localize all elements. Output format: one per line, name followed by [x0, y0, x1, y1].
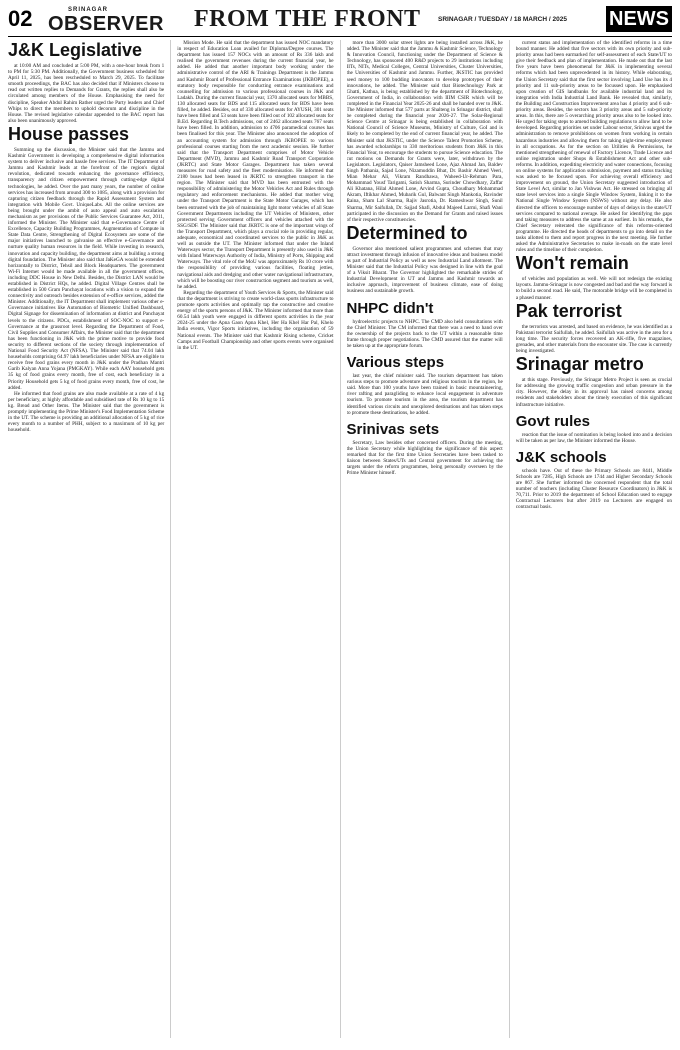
article-text: last year, the chief minister said. The tourism department has taken various steps to promote adventure and religious tourism in the region, he said. More than 100 youths have been trained in basic mountaineering, river rafting and paragliding to enhance local engagement in adventure tourism. To promote tourism in the area, the tourism department has identified various circuits and unexplored destinations and has taken steps to promote these destinations, he added.	[346, 373, 503, 416]
column-1	[8, 40, 171, 1038]
section-tag: NEWS	[606, 6, 672, 32]
headline-determined-to: Determined to	[346, 222, 468, 243]
headline-jk-schools: J&K schools	[515, 448, 607, 466]
brand-big: OBSERVER	[48, 13, 164, 35]
brand-small: SRINAGAR	[68, 7, 109, 13]
article-text: at 10:00 AM and concluded at 5:00 PM, with a one-hour break from 1 to PM for 5:30 PM. Additionally, the Government business scheduled for April 11, 2025, has been rescheduled to March 29, 2025. To facilitate smooth proceedings, the BAC has also decided that if Ministers choose to read out written replies to Demands for Grants, the replies shall also be circulated among members of the House. Emphasising the need for discipline, Speaker Abdul Rahim Rather urged the Party leaders and Chief Whips to direct the members to uphold decorum and discipline in the House. The revised legislative calendar appended to the BAC report has also been unanimously approved.	[8, 63, 165, 124]
article-text: reaction that the issue of nomination is being looked into and a decision will be taken as per law, the Minister informed the House.	[515, 431, 672, 444]
headline-jk-legislative: J&K Legislative	[8, 40, 143, 60]
article-text: He informed that food grains are also made available at a rate of 4 kg per beneficiary, at highly affordable and subsidised rate of Rs 10 kg to 15 kg. Bread and Other Items. The Minister said that the government is promptly implementing the Prime Minister's Food Implementation Scheme in the UT. The scheme is providing an additional allocation of 5 kg of rice every month to a number of PHH, subject to a maximum of 10 kg per household.	[8, 390, 165, 434]
headline-wont-remain: Won't remain	[515, 253, 629, 274]
headline-house-passes: House passes	[8, 123, 130, 144]
article-text: at this stage. Previously, the Srinagar Metro Project is seen as crucial for addressing the growing traffic congestion and urban pressure in the city. However, the delay in its approval has raised concerns among residents and stakeholders about the timely execution of this significant infrastructure initiative.	[515, 377, 672, 408]
article-text: Summing up the discussion, the Minister said that the Jammu and Kashmir Government is developing a comprehensive digital information system to deliver inclusive and hassle free services. The IT Department of Jammu and Kashmir leads at the forefront of the region's digital revolution, dedicated towards enhancing the governance efficiency, transparency and citizen empowerment through cutting-edge digital technologies, he added. Over the past many years, the number of online services has increased from around 300 to 1085, along with a provision for capturing citizen feedback through the Rapid Assessment System and integration with Mobile Govt. UniqueLabs. All the online services are being brought under the ambit of auto appeal and auto escalation mechanism as per provisions of the Public Services Guarantee Act, 2011, informed the Minister. The Minister said that e-Governance Centre of Excellence, Capacity Building Programmes, Augmentation of Compute in State Data Centre, Strengthening of Digital Ecosystem are some of the major initiatives launched to galvanise an effective e-Governance and nurture quality human resources in the field. While investing in research, innovation and capacity building, the department aims at building a strong digital foundation. The Minister also said that JaKeGA would be extended horizontally to District, Tehsil and Block Headquarters. The government Wi-Fi Internet would be made available in all the government offices, including DDC House in New Delhi. Besides, the District LAN would be established in District HQs, he added. Digital Village Centres shall be established in 500 Gram Panchayat locations with a vision to expand the connectivity and outreach besides extension of e-office services, added the Minister. Additionally, the IT Department shall implement various other e-Governance initiatives like Automation of Biometric Unified Dashboard, Digital Signage for dissemination of information at district and Panchayat levels to the citizens. PDCs, establishment of SOC-NOC to support e-Governance at the grassroot level. Regarding the Department of Food, Civil Supplies and Consumer Affairs, the Minister said that the department has been functioning in J&K with the prime motive to provide food security to different sections of the society through implementation of National Food Security Act (NFSA). The Minister said that 74.04 lakh households comprising 64.97 lakh beneficiaries under NFSA are eligible to receive free food grains every month in J&K under the Pradhan Mantri Garib Kalyan Anna Yojana (PMGKAY). While each AAY household gets 35 kg of food grains every month, free of cost, each beneficiary in a Priority Household gets 5 kg of food grains every month, free of cost, he added.	[8, 146, 165, 391]
column-3	[347, 40, 510, 1038]
masthead	[8, 6, 672, 37]
article-text: Regarding the department of Youth Services & Sports, the Minister said that the department is striving to create world-class sports infrastructure to promote sports activities and optimally tap the constructive and creative energy of the sports persons of J&K. The Minister informed that more than 60.54 lakh youth were engaged in different sports activities in the year 2024-25 under the Apna Gaon Apna Khel, Her Ha Khel Har Pal, Khelo India events, Vigor Sports initiatives, including the organisation of 59 National events. The Minister said that Kashmir Rising scheme, Cricket Camps and Football Championship and other sports events were organised in the UT.	[177, 289, 334, 351]
headline-various-steps: Various steps	[346, 354, 445, 372]
newspaper-logo	[48, 7, 164, 35]
column-2	[177, 40, 340, 1038]
dateline: SRINAGAR / TUESDAY / 18 MARCH / 2025	[438, 16, 567, 23]
page-number: 02	[8, 6, 33, 31]
article-text: Governor also mentioned salient programmes and schemes that may attract investment through infusion of innovative ideas and business model as part of Industrial Policy as well as new Industrial Land allotment. The Minister said that the Industrial Policy was designed in line with the goal of a Viksit Bharat. The Governor highlighted the remarkable strides of Industrial Development in UT and Jammu and Kashmir towards an inclusive approach, improvement of business climate, ease of doing business and sustainable growth.	[346, 245, 503, 295]
headline-srinivas-sets: Srinivas sets	[346, 420, 440, 438]
headline-srinagar-metro: Srinagar metro	[515, 354, 644, 375]
article-text: of vehicles and population as well. We will not redesign the existing layouts. Jammu-Srinagar is now congested and bad and the way forward is to build a second road. He said, The motorable bridge will be completed in a phased manner.	[515, 276, 672, 301]
article-text: schools have. Out of these the Primary Schools are 8441, Middle Schools are 7285, High Schools are 1744 and Higher Secondary Schools are 867. She further informed the concerned respondent that the total number of teachers (including Cluster Resource Coordinators) in J&K is 70,711. Prior to 2019 the department of School Education used to engage Contractual Lecturers but after 2019 no Lecturers are engaged on contractual basis.	[515, 467, 672, 511]
article-text: current status and implementation of the identified reforms in a time bound manner. He added that five sectors with its own priority and sub-priority areas had been earmarked for self-assessment of each State/UT to give their feedback and plan of implementation. He made out that the last five years have been phenomenal for J&K in implementing several reforms which had been unprecedented in its history. While elaborating, the Union Secretary said that the first sector involving Land Use has its 4 priority and 11 sub-priority areas to be focussed upon. He emphasised upon creation of GIS landbanks for available industrial land and its integration with India Industrial Land Bank. He revealed that, similarly, the Building and Construction Improvement area has 4 priority and 6 sub-priority areas. Besides, the sectors has 3 priority areas and 5 sub-priority areas. In this, there are 5 overarching priority areas also to be looked into. He urged for taking steps to amend building regulations to allow land to be developed. Regarding priorities set under Labour sector, Srinivas urged the administration to remove prohibitions on women from working in certain hazardous industries and allowing them for taking night-time employment in all occupations. As for the section on Utilities & Permissions, he mentioned strengthening of renewal of Factory Licence, Trade Licence and online registration under Shops & Establishment Act and other sub-reforms. In addition, expediting electricity and water connections, focusing on online systems for application submission, payment and status tracking was asked to be focused upon. For achieving overall efficiency and improvement on ground, the Union Secretary suggested introduction of State Level Act, similar to Jan Vishwas Act. He stressed on bringing all state level services into a single Single Window System, linking it to the National Single Window System (NSWS) without any delay. He also directed the officers to encourage number of days of delays in the state/UT services compared to national average. He asked for identifying the gaps and taking measures to address the same at an earliest. In his remarks, the Chief Secretary reiterated the significance of this reforms-oriented programme. He directed the heads of departments to go into detail on the tasks allotted to them and report progress in the next meeting. He further asked the Administrative Secretaries to make in-roads on the state level rules and the timeline of their completion.	[515, 40, 672, 254]
headline-govt-rules: Govt rules	[515, 412, 590, 430]
column-4	[516, 40, 672, 1038]
article-text: hydroelectric projects to NHPC. The CMD also held consultations with the Chief Minister. The CM informed that there was a need to hand over the ownership of the projects back to the UT within a reasonable time frame through proper negotiations. The CMD assured that the matter will be taken up at the appropriate forum.	[346, 318, 503, 349]
article-text: Mission Mode. He said that the department has issued NOC mandatory in respect of Education Loan availed for Diploma/Degree courses. The department has issued 157 NOCs with an amount of Rs 336 lakh and realised the government revenues during the current financial year, he added. He added that another important body working under the administrative control of the ARI & Trainings Department is the Jammu and Kashmir Board of Professional Entrance Examinations (JKBOPEE), a statutory body responsible for conducting entrance examinations and counselling for admission to various professional courses in J&K and Ladakh. During the current financial year, 1370 allocated seats for MBBS, 130 allocated seats for BDS and 115 allocated seats for BDS have been filled, he added. Besides, out of 330 allocated seats for AYUSH, 301 seats have been filled and 53 seats have been filled out of 102 allocated seats for B.Ed. Regarding B.Tech admissions, out of 2462 allocated seats 767 seats have been filled. In addition, admission to 4706 paramedical courses has been finalised for this year. The Minister also announced the adoption of an accounting system for admission through JKBOPEE to various professional courses starting from the next academic session. He further said that the Transport Department comprises of Motor Vehicle Department (MVD), Jammu and Kashmir Road Transport Corporation (JKRTC) and State Motor Garages. Department has taken several measures for road safety and the fleet modernisation. He informed that 2180 buses had been leased in JKRTC to strengthen transport in the region. The Minister said that MVD has been entrusted with the responsibility of administering the Motor Vehicles Act and Rules through regulatory and enforcement mechanisms. He added that mother wing under the Transport Department is the State Motor Garages, which has been entrusted with the job of maintaining light motor vehicles of all State Government Departments including the UT Vehicles of Ministers, other protected serving Government officers and vehicles attached with the SSG/SDF. The Minister said that JKRTC is one of the important wings of the Transport Department, which plays a crucial role in providing regular, adequate, economical and coordinated services to the public in J&K as well as outside the UT. The Minister informed that under the Inland Waterways sector, the Transport Department is presently also used in J&K with Inland Waterways Authority of India, Ministry of Ports, Shipping and Waterways. The vital role of the MoU was approximately Rs 10 crore with the responsibility of providing various facilities, floating jetties, navigational aids and dredging and other water navigational infrastructure, which will be boosting our river construction segment and tourism as well, he added.	[177, 40, 334, 290]
article-columns	[8, 40, 672, 1038]
headline-pak-terrorist: Pak terrorist	[515, 300, 622, 321]
article-text: Secretary, Law besides other concerned officers. During the meeting, the Union Secretary while highlighting the significance of this aspect remarked that for the first time Union Secretaries have been tasked to liaison between States/UTs and Central government for achieving the targets under the reform programmes, being personally overseen by the Prime Minister himself.	[346, 439, 503, 477]
article-text: more than 3000 solar street lights are being installed across J&K, he added. The Minister said that the Jammu & Kashmir Science, Technology & Innovation Council, functioning under the Department of Science & Technology, has sponsored 400 R&D projects to 29 institutions including IITs, NITs, Medical Colleges, Central Universities, Cluster Universities, the Universities of Kashmir and Jammu. Further, JKSTIC has provided seed money to 100 budding innovators to develop prototypes of their innovations, he added. The Minister said that Biotechnology Park at Ghatti, Kathua, is being established by the department of Biotechnology, Government of India, in collaboration with IIIM CSIR which will be completed in the Financial Year 2025-26 and shall be handed over to J&K. The Minister informed that 577 parts at Shalteng in Srinagar district, shall be completed during the financial year 2026-27. The Solar-Regional Science Centre at Srinagar is being established in collaboration with National Council of Science Museums, Ministry of Culture, GoI and is likely to be completed by the end of current financial year, he added. The Minister said that JKSTIC, under the Science Talent Promotion Scheme, has awarded scholarships to 330 meritorious students from J&K in this Financial Year, to encourage the students to pursue Science education. The cut motions on Demands for Grants were, later, withdrawn by the Legislators. Legislators, Qaiser Jamsheed Lone, Ajaz Ahmad Jan, Baldev Singh Pathania, Sajad Lone, Nizamuddin Bhat, Dr. Bashir Ahmed Veeri, Mian Mehar Ali, Vikram Randhawa, Waheed-Ur-Rehman Para, Mohammad Yousf Tarigami, Satish Sharma, Surinder Chowdhary, Zaffar Ali Khatana, Hilal Ahmed Lone, Arvind Gupta, Choudhary Mohammad Akram, Iftikhar Ahmed, Mubarik Gul, Balwant Singh Mankotia, Ravinder Raina, Sham Lal Sharma, Rajiv Jasrotia, Dr. Rameshwar Singh, Sunil Sharma, Mir Saifullah, Dr. Sajjad Shafi, Abdul Majeed Larmi, Shafi Wani participated in the discussion on the Demand for Grants and raised issues of their respective constituencies.	[346, 40, 503, 223]
headline-nhpc-didnt: NHPC didn't	[346, 299, 434, 317]
article-text: the terrorists was arrested, and based on evidence, he was identified as a Pakistani terrorist Saifullah, he added. Saifullah was active in the area for a long time. The security forces recovered an AK-rifle, five magazines, grenades, and other materials from the encounter site. The case is currently being investigated.	[515, 323, 672, 355]
section-title: FROM THE FRONT	[194, 6, 421, 32]
